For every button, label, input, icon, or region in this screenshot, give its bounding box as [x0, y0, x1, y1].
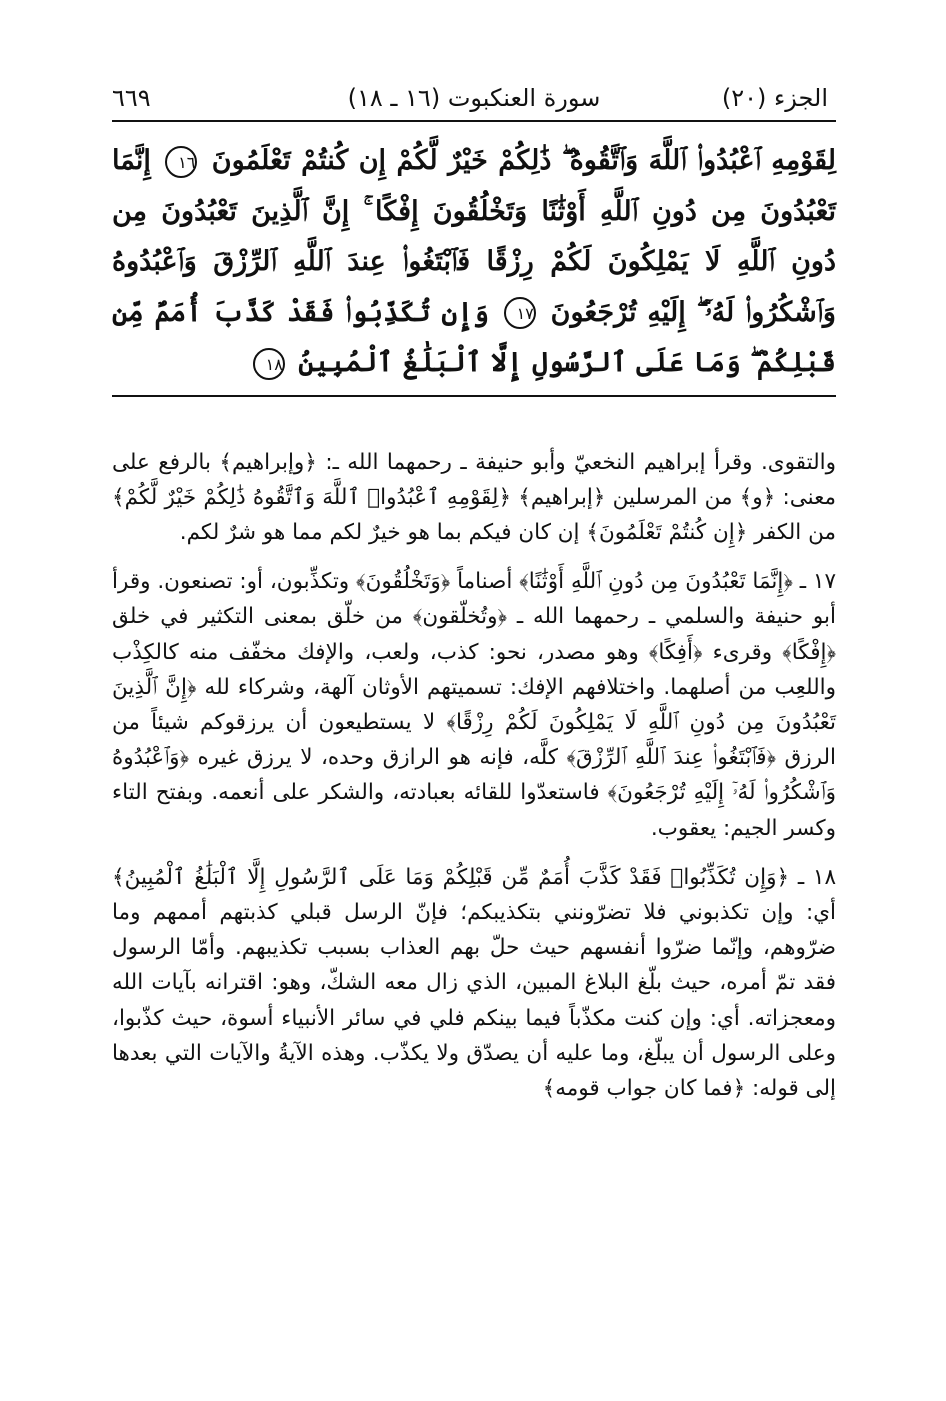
ayah-number-marker: ١٦: [165, 146, 197, 178]
header-divider: [112, 120, 836, 122]
quran-segment: إِنَّمَا تَعْبُدُونَ مِن دُونِ ٱللَّهِ أَوْثَٰنًا وَتَخْلُقُونَ إِفْكًا ۚ إِنَّ ٱلَّذِينَ تَعْبُدُونَ مِن دُونِ ٱللَّهِ لَا يَمْلِكُونَ لَكُمْ رِزْقًا فَٱبْتَغُوا۟ عِندَ ٱللَّهِ ٱلرِّزْقَ وَٱعْبُدُوهُ وَٱشْكُرُوا۟ لَهُۥٓ ۖ إِلَيْهِ تُرْجَعُونَ: [112, 145, 836, 328]
commentary-block: [112, 445, 836, 1107]
commentary-paragraph: ١٨ ـ ﴿وَإِن تُكَذِّبُوا۟ فَقَدْ كَذَّبَ أُمَمٌ مِّن قَبْلِكُمْ وَمَا عَلَى ٱلرَّسُولِ إِلَّا ٱلْبَلَٰغُ ٱلْمُبِينُ﴾ أي: وإن تكذبوني فلا تضرّونني بتكذيبكم؛ فإنّ الرسل قبلي كذبتهم أممهم وما ضرّوهم، وإنّما ضرّوا أنفسهم حيث حلّ بهم العذاب بسبب تكذيبهم. وأمّا الرسول فقد تمّ أمره، حيث بلّغ البلاغ المبين، الذي زال معه الشكّ، وهو: اقترانه بآيات الله ومعجزاته. أي: وإن كنت مكذّباً فيما بينكم فلي في سائر الأنبياء أسوة، حيث كذّبوا، وعلى الرسول أن يبلّغ، وما عليه أن يصدّق ولا يكذّب. وهذه الآيةُ والآيات التي بعدها إلى قوله: ﴿فما كان جواب قومه﴾: [112, 864, 836, 1101]
quran-segment: لِقَوْمِهِ ٱعْبُدُوا۟ ٱللَّهَ وَٱتَّقُوهُ ۖ ذَٰلِكُمْ خَيْرٌ لَّكُمْ إِن كُنتُمْ تَعْلَمُونَ: [211, 145, 836, 176]
surah-title: سورة العنكبوت (١٦ ـ ١٨): [347, 84, 601, 112]
section-divider: [112, 395, 836, 397]
quran-segment: وَإِن تُكَذِّبُوا۟ فَقَدْ كَذَّبَ أُمَمٌ مِّن قَبْلِكُمْ ۖ وَمَا عَلَى ٱلرَّسُولِ إِلَّا ٱلْبَلَٰغُ ٱلْمُبِينُ: [112, 296, 836, 378]
juz-label: الجزء (٢٠): [721, 84, 828, 112]
commentary-paragraph: ١٧ ـ ﴿إِنَّمَا تَعْبُدُونَ مِن دُونِ ٱللَّهِ أَوْثَٰنًا﴾ أصناماً ﴿وَتَخْلُقُونَ﴾ وتكذِّبون، أو: تصنعون. وقرأ أبو حنيفة والسلمي ـ رحمهما الله ـ ﴿وتُخلّقون﴾ من خلّق بمعنى التكثير في خلق ﴿إِفْكًا﴾ وقرىء ﴿أَفِكًا﴾ وهو مصدر، نحو: كذب، ولعب، والإفك مخفّف منه كالكِذْب واللعِب من أصلهما. واختلافهم الإفك: تسميتهم الأوثان آلهة، وشركاء لله ﴿إِنَّ ٱلَّذِينَ تَعْبُدُونَ مِن دُونِ ٱللَّهِ لَا يَمْلِكُونَ لَكُمْ رِزْقًا﴾ لا يستطيعون أن يرزقوكم شيئاً من الرزق ﴿فَٱبْتَغُوا۟ عِندَ ٱللَّهِ ٱلرِّزْقَ﴾ كلَّه، فإنه هو الرازق وحده، لا يرزق غيره ﴿وَٱعْبُدُوهُ وَٱشْكُرُوا۟ لَهُۥٓ إِلَيْهِ تُرْجَعُونَ﴾ فاستعدّوا للقائه بعبادته، والشكر على أنعمه. وبفتح التاء وكسر الجيم: يعقوب.: [112, 569, 836, 841]
quran-text-block: [112, 136, 836, 389]
page-header: [112, 78, 836, 118]
commentary-paragraph: والتقوى. وقرأ إبراهيم النخعيّ وأبو حنيفة ـ رحمهما الله ـ: ﴿وإبراهيم﴾ بالرفع على معنى: ﴿و﴾ من المرسلين ﴿إبراهيم﴾ ﴿لِقَوْمِهِ ٱعْبُدُوا۟ ٱللَّهَ وَٱتَّقُوهُ ذَٰلِكُمْ خَيْرٌ لَّكُمْ﴾ من الكفر ﴿إِن كُنتُمْ تَعْلَمُونَ﴾ إن كان فيكم بما هو خيرٌ لكم مما هو شرٌ لكم.: [112, 449, 836, 545]
ayah-number-marker: ١٨: [253, 348, 285, 380]
page-number: ٦٦٩: [112, 84, 151, 112]
ayah-number-marker: ١٧: [504, 297, 536, 329]
